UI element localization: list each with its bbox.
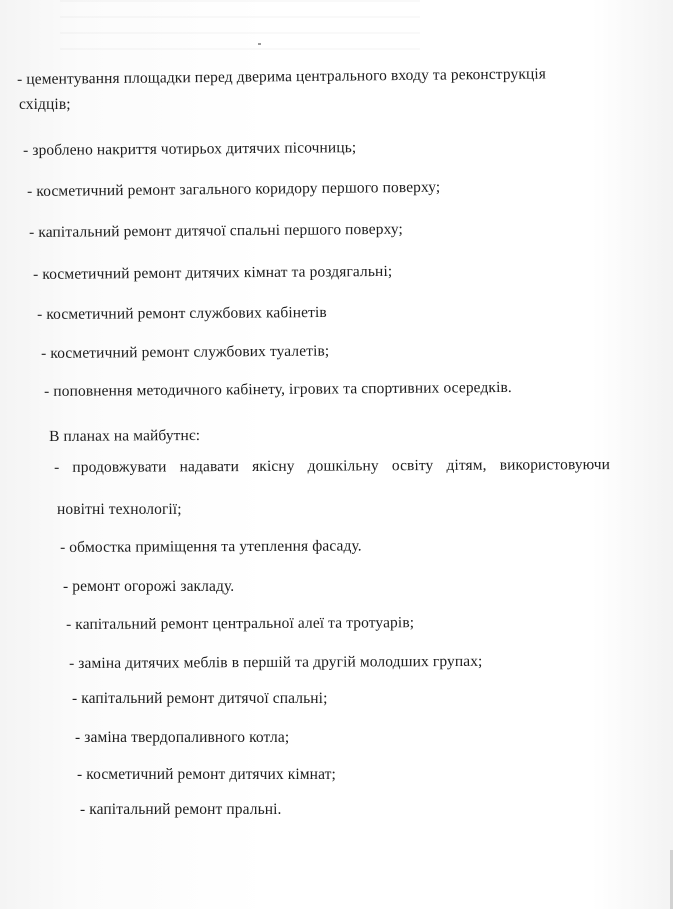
- list-item-continuation: новітні технології;: [57, 501, 182, 518]
- bleed-through-text: [60, 0, 420, 60]
- list-item: - капітальний ремонт пральні.: [80, 801, 282, 818]
- list-item: - капітальний ремонт центральної алеї та тротуарів;: [66, 614, 415, 633]
- list-item: - косметичний ремонт службових кабінетів: [37, 303, 327, 323]
- list-item: - косметичний ремонт дитячих кімнат;: [77, 766, 336, 783]
- list-item: - зроблено накриття чотирьох дитячих пісочниць;: [23, 139, 357, 159]
- section-heading: В планах на майбутнє:: [49, 426, 201, 445]
- scan-speck: [258, 43, 261, 45]
- list-item: - продовжувати надавати якісну дошкільну освіту дітям, використовуючи: [54, 456, 611, 476]
- list-item: - капітальний ремонт дитячої спальні;: [72, 690, 328, 707]
- list-item: - поповнення методичного кабінету, ігрових та спортивних осередків.: [44, 378, 512, 400]
- list-item: - заміна твердопаливного котла;: [75, 729, 290, 746]
- list-item: - обмостка приміщення та утеплення фасаду.: [60, 537, 362, 556]
- list-item: - капітальний ремонт дитячої спальні першого поверху;: [29, 220, 403, 241]
- list-item-continuation: східців;: [19, 96, 71, 113]
- list-item: - ремонт огорожі закладу.: [63, 578, 235, 595]
- list-item: - косметичний ремонт дитячих кімнат та роздягальні;: [33, 262, 393, 283]
- list-item: - заміна дитячих меблів в першій та другій молодших групах;: [69, 652, 483, 672]
- list-item: - косметичний ремонт службових туалетів;: [41, 342, 330, 362]
- list-item: - цементування площадки перед дверима центрального входу та реконструкція: [17, 65, 547, 88]
- list-item: - косметичний ремонт загального коридору першого поверху;: [27, 178, 441, 200]
